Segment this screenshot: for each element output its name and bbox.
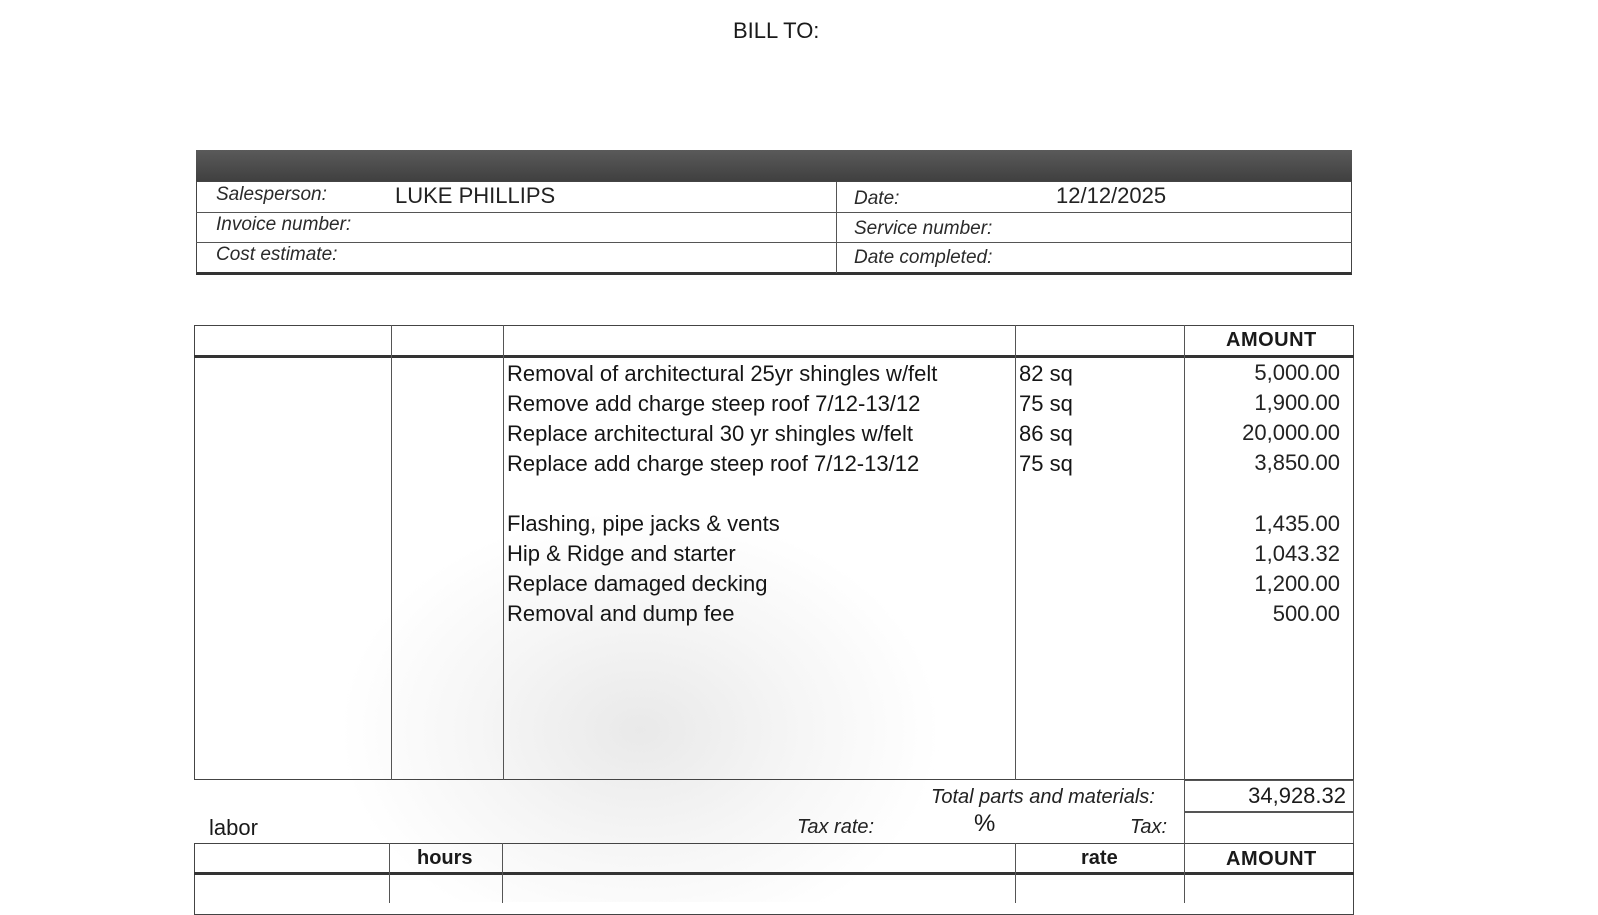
parts-table bbox=[194, 325, 1354, 780]
cost-estimate-label: Cost estimate: bbox=[216, 244, 338, 265]
labor-header-divider bbox=[194, 872, 1354, 875]
info-frame bbox=[196, 181, 1352, 275]
amount-header: AMOUNT bbox=[1226, 329, 1317, 351]
divider bbox=[196, 242, 1352, 243]
service-number-label: Service number: bbox=[854, 218, 993, 239]
item-amount: 20,000.00 bbox=[1242, 420, 1340, 445]
date-value: 12/12/2025 bbox=[1056, 183, 1167, 208]
item-amount: 1,900.00 bbox=[1254, 390, 1340, 415]
total-label: Total parts and materials: bbox=[931, 786, 1155, 808]
labor-title: labor bbox=[209, 815, 258, 840]
item-description: Hip & Ridge and starter bbox=[507, 541, 736, 566]
hours-header: hours bbox=[417, 847, 473, 869]
column-divider bbox=[1015, 843, 1016, 903]
tax-label: Tax: bbox=[1130, 816, 1168, 838]
column-divider bbox=[389, 843, 390, 903]
column-divider bbox=[391, 325, 392, 780]
column-divider bbox=[503, 325, 504, 780]
item-description: Removal and dump fee bbox=[507, 601, 735, 626]
column-divider bbox=[1184, 843, 1185, 903]
item-amount: 3,850.00 bbox=[1254, 450, 1340, 475]
labor-table bbox=[194, 843, 1354, 915]
invoice-info-table bbox=[196, 150, 1352, 275]
bill-to-heading: BILL TO: bbox=[733, 18, 820, 43]
tax-box bbox=[1184, 811, 1354, 844]
invoice-number-label: Invoice number: bbox=[216, 214, 352, 235]
item-qty: 86 sq bbox=[1019, 421, 1073, 446]
date-completed-label: Date completed: bbox=[854, 247, 993, 268]
tax-rate-label: Tax rate: bbox=[797, 816, 875, 838]
item-amount: 500.00 bbox=[1272, 601, 1340, 626]
rate-header: rate bbox=[1081, 847, 1118, 869]
divider bbox=[196, 212, 1352, 213]
salesperson-value: LUKE PHILLIPS bbox=[395, 183, 556, 208]
salesperson-label: Salesperson: bbox=[216, 184, 327, 205]
item-description: Flashing, pipe jacks & vents bbox=[507, 511, 780, 536]
total-value: 34,928.32 bbox=[1248, 783, 1346, 808]
item-amount: 1,200.00 bbox=[1254, 571, 1340, 596]
item-amount: 1,435.00 bbox=[1254, 511, 1340, 536]
item-description: Replace add charge steep roof 7/12-13/12 bbox=[507, 451, 920, 476]
item-qty: 75 sq bbox=[1019, 391, 1073, 416]
item-qty: 75 sq bbox=[1019, 451, 1073, 476]
item-description: Replace damaged decking bbox=[507, 571, 768, 596]
item-amount: 5,000.00 bbox=[1254, 360, 1340, 385]
date-label: Date: bbox=[854, 188, 900, 209]
column-divider bbox=[1015, 325, 1016, 780]
item-description: Remove add charge steep roof 7/12-13/12 bbox=[507, 391, 921, 416]
percent-sign: % bbox=[974, 810, 996, 837]
item-description: Replace architectural 30 yr shingles w/felt bbox=[507, 421, 913, 446]
item-amount: 1,043.32 bbox=[1254, 541, 1340, 566]
item-description: Removal of architectural 25yr shingles w/felt bbox=[507, 361, 938, 386]
divider bbox=[836, 182, 837, 273]
column-divider bbox=[502, 843, 503, 903]
header-bar bbox=[196, 150, 1352, 182]
labor-amount-header: AMOUNT bbox=[1226, 848, 1317, 870]
item-qty: 82 sq bbox=[1019, 361, 1073, 386]
